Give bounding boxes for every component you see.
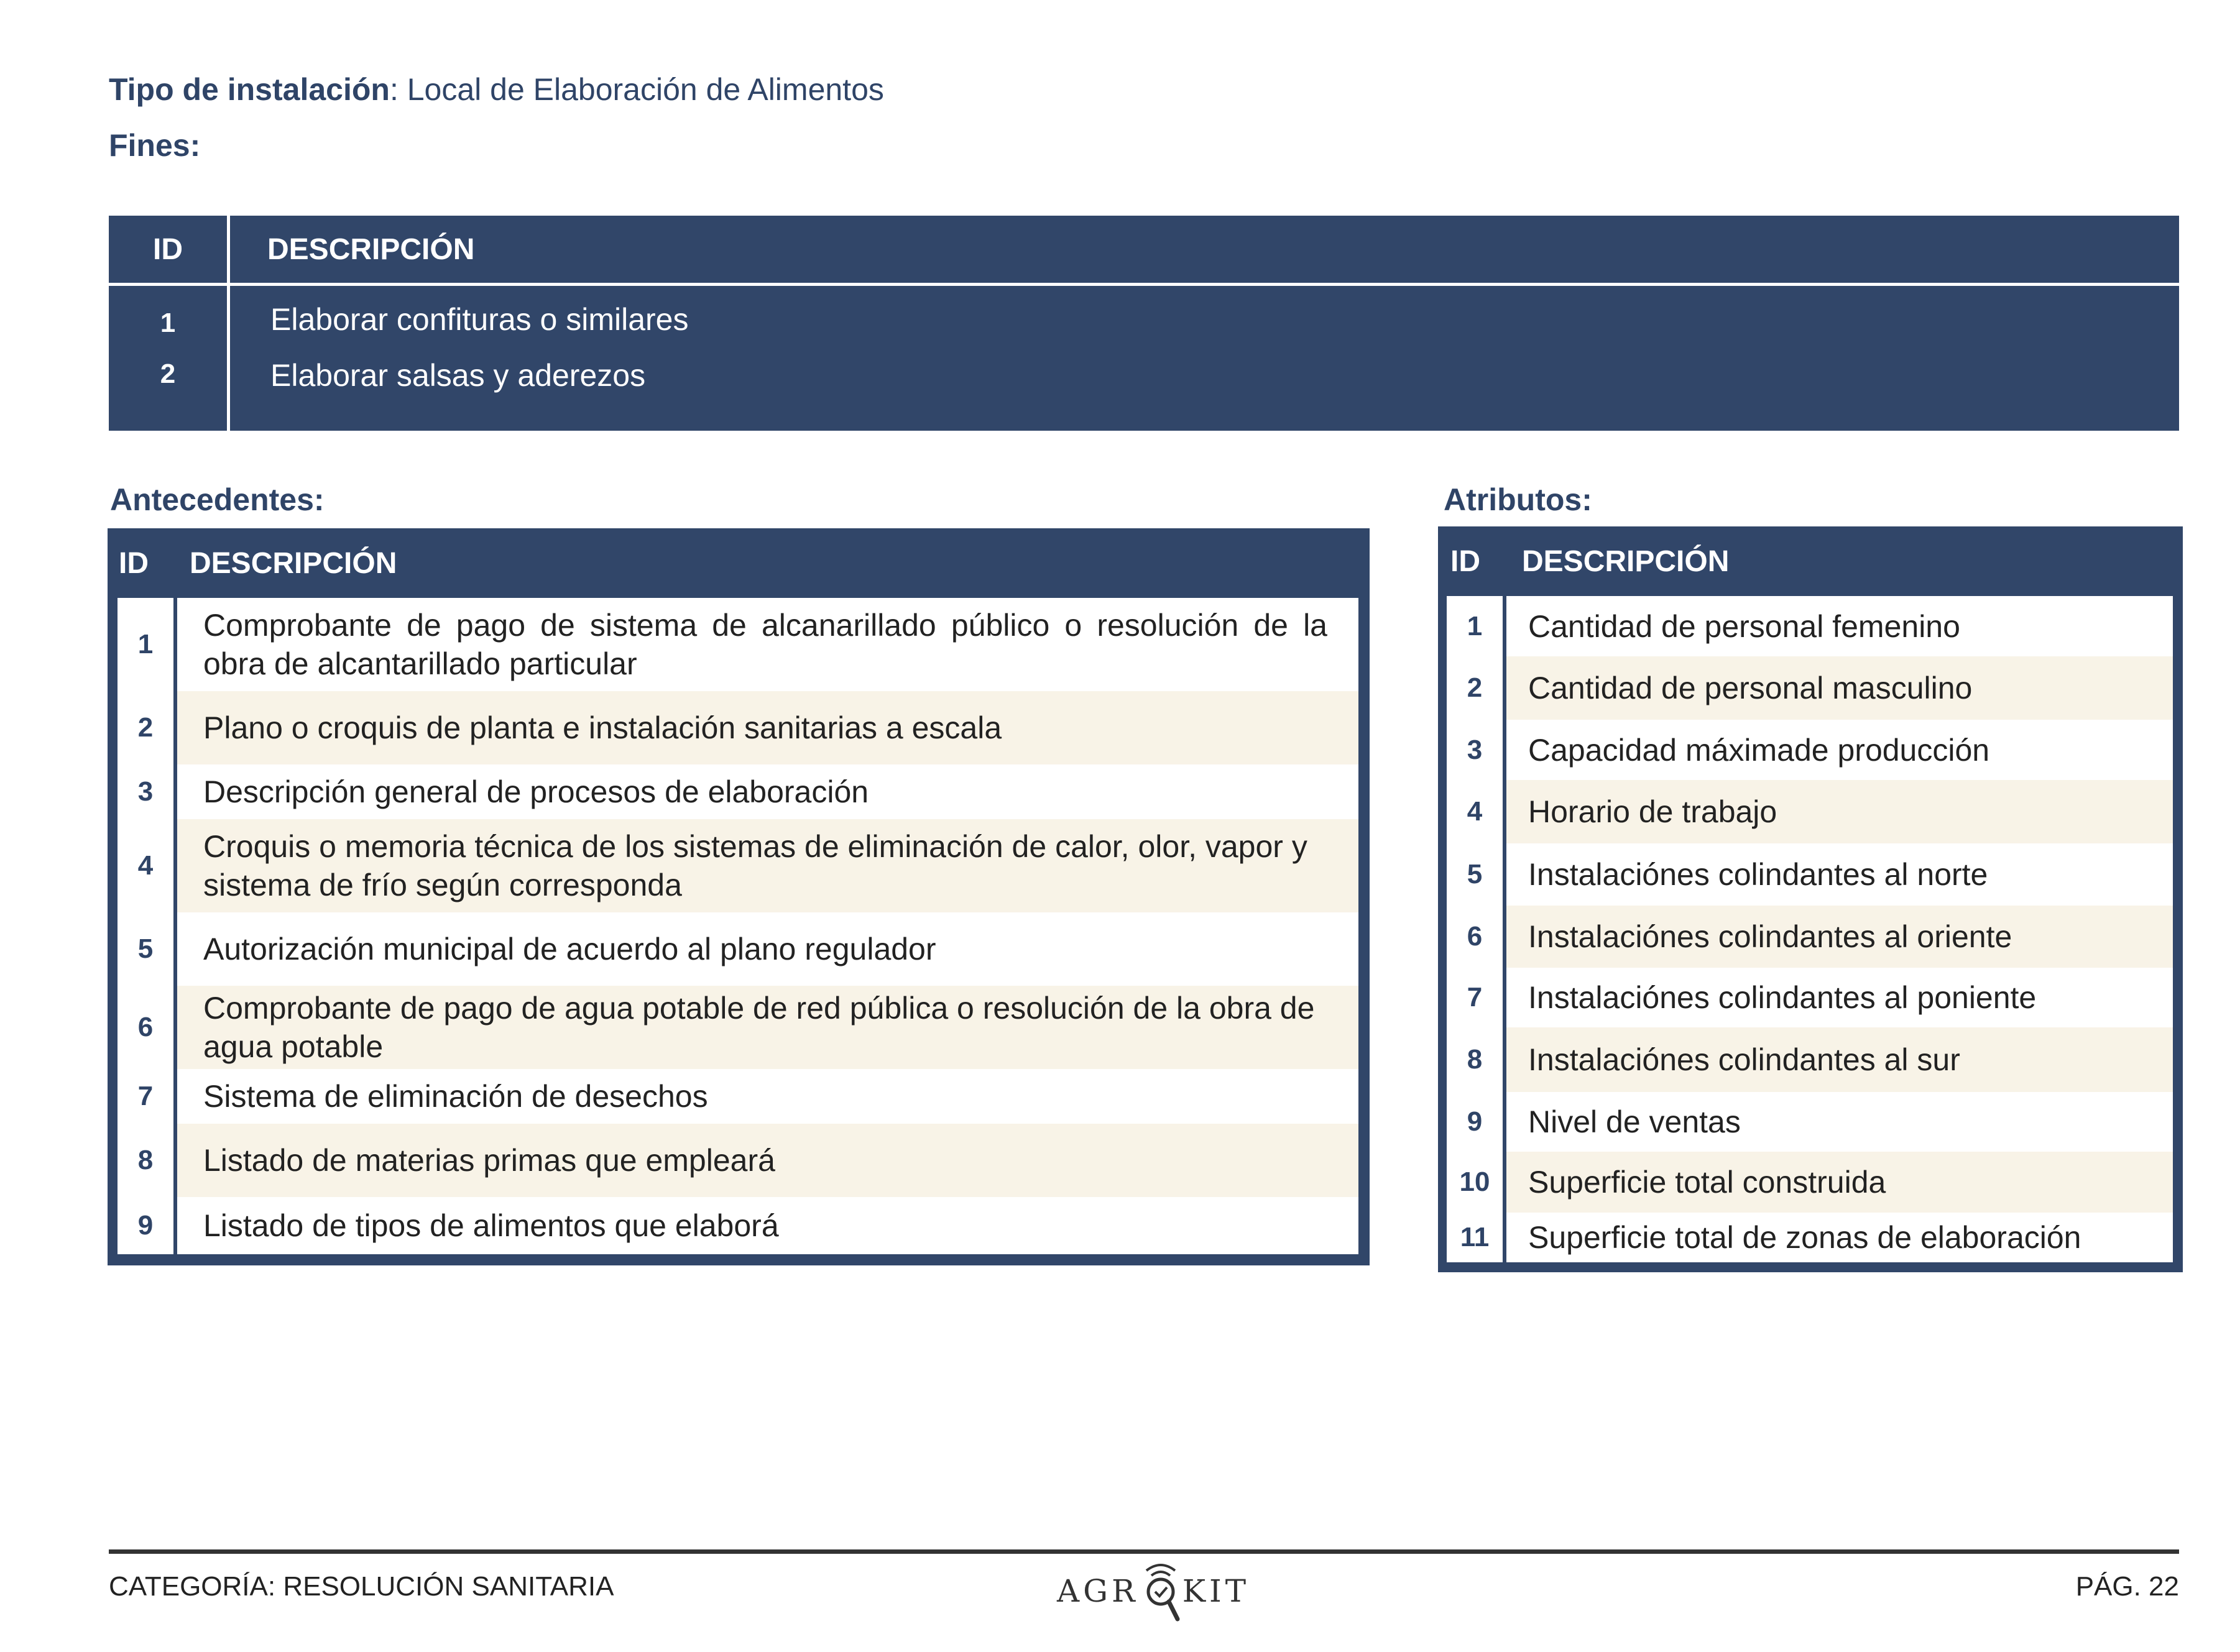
table-row bbox=[1447, 1027, 2173, 1092]
table-row bbox=[1447, 1213, 2173, 1262]
table-row bbox=[1447, 968, 2173, 1027]
row-desc: Croquis o memoria técnica de los sistemas de eliminación de calor, olor, vapor y sistema de frío según corresponda bbox=[177, 819, 1358, 912]
row-desc: Capacidad máximade producción bbox=[1528, 732, 1990, 768]
row-id: 1 bbox=[1447, 596, 1503, 656]
row-desc: Instalaciónes colindantes al sur bbox=[1506, 1027, 2173, 1092]
fines-row-id: 2 bbox=[160, 359, 176, 389]
table-row bbox=[1447, 596, 2173, 656]
table-row bbox=[118, 912, 1358, 986]
antecedentes-col-id: ID bbox=[119, 546, 149, 580]
row-id: 7 bbox=[118, 1069, 173, 1124]
row-desc: Instalaciónes colindantes al oriente bbox=[1506, 906, 2173, 968]
row-id: 2 bbox=[118, 691, 173, 764]
row-desc: Cantidad de personal femenino bbox=[1528, 608, 1960, 644]
fines-table bbox=[109, 216, 2179, 431]
row-desc: Plano o croquis de planta e instalación sanitarias a escala bbox=[177, 691, 1358, 764]
footer-category: CATEGORÍA: RESOLUCIÓN SANITARIA bbox=[109, 1571, 614, 1602]
row-id: 2 bbox=[1447, 656, 1503, 720]
table-row bbox=[1447, 1152, 2173, 1213]
row-id: 4 bbox=[1447, 780, 1503, 843]
atributos-body bbox=[1447, 596, 2173, 1262]
table-row bbox=[118, 1069, 1358, 1124]
table-row bbox=[1447, 656, 2173, 720]
row-desc: Comprobante de pago de agua potable de red pública o resolución de la obra de agua potable bbox=[177, 986, 1358, 1069]
magnifier-icon bbox=[1139, 1557, 1182, 1625]
row-desc: Autorización municipal de acuerdo al plano regulador bbox=[203, 932, 936, 966]
antecedentes-table bbox=[108, 528, 1370, 1265]
row-id: 9 bbox=[1447, 1092, 1503, 1152]
logo-text-right: KIT bbox=[1182, 1573, 1250, 1609]
row-id: 3 bbox=[118, 764, 173, 819]
table-row bbox=[118, 598, 1358, 691]
atributos-col-id: ID bbox=[1450, 544, 1480, 578]
installation-type-value: : Local de Elaboración de Alimentos bbox=[389, 72, 884, 107]
row-id: 8 bbox=[118, 1124, 173, 1197]
atributos-col-desc: DESCRIPCIÓN bbox=[1522, 544, 1730, 578]
fines-label: Fines: bbox=[109, 128, 201, 163]
row-id: 3 bbox=[1447, 720, 1503, 780]
table-row bbox=[118, 764, 1358, 819]
table-row bbox=[1447, 1092, 2173, 1152]
installation-type bbox=[109, 71, 884, 108]
row-desc: Horario de trabajo bbox=[1506, 780, 2173, 843]
row-desc: Superficie total construida bbox=[1506, 1152, 2173, 1213]
atributos-title: Atributos: bbox=[1444, 482, 1592, 517]
table-row bbox=[1447, 843, 2173, 906]
logo-text-left: AGR bbox=[1057, 1573, 1139, 1609]
row-desc: Superficie total de zonas de elaboración bbox=[1528, 1220, 2081, 1255]
row-desc: Listado de materias primas que empleará bbox=[177, 1124, 1358, 1197]
row-id: 1 bbox=[118, 598, 173, 691]
fines-col-id: ID bbox=[153, 232, 183, 266]
row-desc: Sistema de eliminación de desechos bbox=[203, 1079, 708, 1114]
row-id: 4 bbox=[118, 819, 173, 912]
row-id: 10 bbox=[1447, 1152, 1503, 1213]
fines-col-desc: DESCRIPCIÓN bbox=[267, 232, 475, 266]
row-desc: Nivel de ventas bbox=[1528, 1104, 1741, 1139]
table-row bbox=[118, 819, 1358, 912]
antecedentes-title: Antecedentes: bbox=[110, 482, 325, 517]
row-id: 5 bbox=[118, 912, 173, 986]
row-id: 5 bbox=[1447, 843, 1503, 906]
row-desc: Instalaciónes colindantes al poniente bbox=[1528, 980, 2037, 1015]
table-row bbox=[1447, 780, 2173, 843]
page-number: PÁG. 22 bbox=[2075, 1571, 2179, 1602]
row-id: 11 bbox=[1447, 1213, 1503, 1262]
footer-divider bbox=[109, 1549, 2179, 1554]
table-row bbox=[1447, 720, 2173, 780]
table-row bbox=[118, 986, 1358, 1069]
row-id: 6 bbox=[1447, 906, 1503, 968]
row-id: 7 bbox=[1447, 968, 1503, 1027]
table-row bbox=[1447, 906, 2173, 968]
row-id: 8 bbox=[1447, 1027, 1503, 1092]
table-row bbox=[118, 1124, 1358, 1197]
table-row bbox=[118, 691, 1358, 764]
agrokit-logo bbox=[1057, 1557, 1250, 1625]
atributos-header bbox=[1438, 526, 2183, 596]
antecedentes-col-desc: DESCRIPCIÓN bbox=[190, 546, 397, 580]
antecedentes-header bbox=[108, 528, 1370, 598]
fines-divider-vertical bbox=[227, 216, 230, 431]
row-desc: Descripción general de procesos de elaboración bbox=[203, 774, 869, 809]
fines-divider-horizontal bbox=[109, 283, 2179, 286]
fines-row-desc: Elaborar salsas y aderezos bbox=[270, 358, 646, 393]
row-desc: Comprobante de pago de sistema de alcanarillado público o resolución de la obra de alcantarillado particular bbox=[203, 608, 1327, 681]
atributos-table bbox=[1438, 526, 2183, 1272]
row-id: 9 bbox=[118, 1197, 173, 1254]
row-desc: Cantidad de personal masculino bbox=[1506, 656, 2173, 720]
antecedentes-body bbox=[118, 598, 1358, 1254]
row-desc: Instalaciónes colindantes al norte bbox=[1528, 857, 1988, 892]
fines-row-desc: Elaborar confituras o similares bbox=[270, 302, 689, 337]
fines-row-id: 1 bbox=[160, 308, 176, 338]
table-row bbox=[118, 1197, 1358, 1254]
row-id: 6 bbox=[118, 986, 173, 1069]
installation-type-label: Tipo de instalación bbox=[109, 72, 390, 107]
row-desc: Listado de tipos de alimentos que elaborá bbox=[203, 1208, 779, 1243]
